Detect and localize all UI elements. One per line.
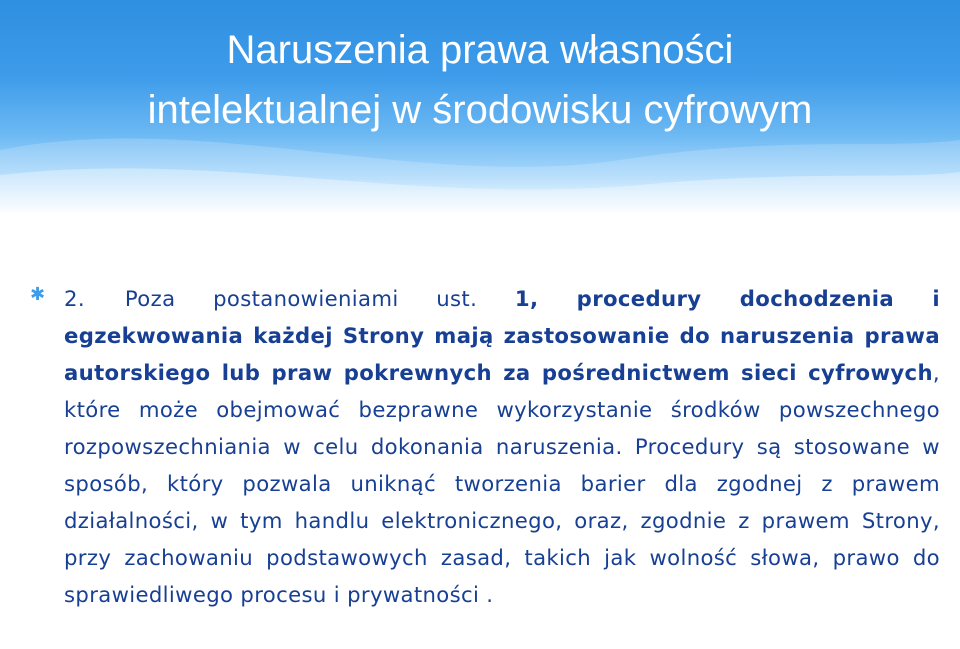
slide-body	[30, 280, 940, 613]
title-line-2: intelektualnej w środowisku cyfrowym	[147, 88, 813, 132]
paragraph-lead-bold: 1, procedury dochodzenia i egzekwowania każdej Strony mają zastosowanie do naruszenia prawa autorskiego lub praw pokrewnych za pośrednictwem sieci cyfrowych	[64, 286, 940, 385]
title-band	[0, 0, 960, 215]
title-line-1: Naruszenia prawa własności	[226, 28, 734, 72]
paragraph-intro: Poza postanowieniami ust.	[124, 286, 478, 311]
paragraph-number: 2.	[64, 286, 85, 311]
body-paragraph	[64, 280, 940, 613]
paragraph-rest: , które może obejmować bezprawne wykorzystanie środków powszechnego rozpowszechniania w celu dokonania naruszenia. Procedury są stosowane w sposób, który pozwala uniknąć tworzenia barier dla zgodnej z prawem działalności, w tym handlu elektronicznego, oraz, zgodnie z prawem Strony, przy zachowaniu podstawowych zasad, takich jak wolność słowa, prawo do sprawiedliwego procesu i prywatności .	[64, 360, 940, 607]
slide-title	[0, 20, 960, 140]
asterisk-bullet-icon: ✱	[30, 284, 46, 305]
